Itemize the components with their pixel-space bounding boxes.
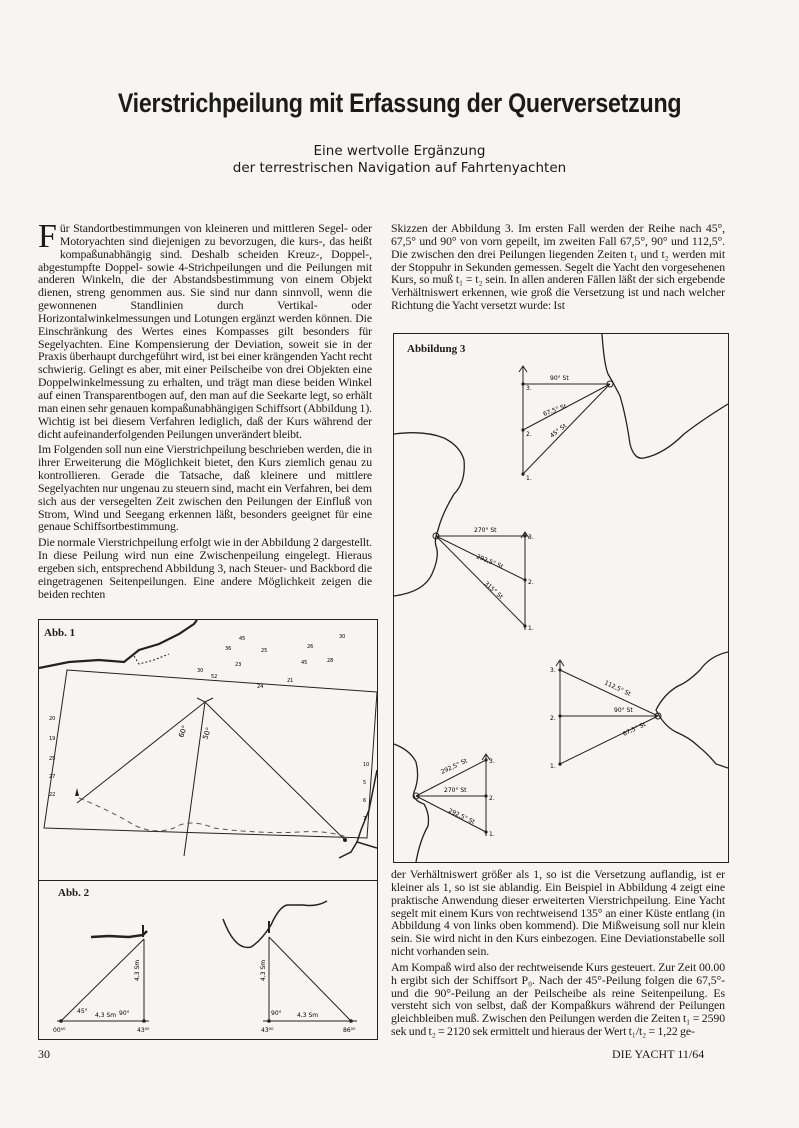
- abb-3-bearing: 90° St: [614, 707, 633, 714]
- abb-3-point-label: 3.: [528, 534, 534, 541]
- depth-sounding: 45: [301, 660, 308, 666]
- magazine-issue: DIE YACHT 11/64: [612, 1047, 705, 1061]
- abb-1-chart-drawing: [39, 620, 377, 882]
- depth-sounding: 45: [239, 636, 246, 642]
- abb-3-bearing: 315° St: [482, 580, 505, 601]
- abb-3-point-label: 2.: [528, 579, 534, 586]
- figure-abb-1: [38, 619, 378, 883]
- left-paragraph-2: Im Folgenden soll nun eine Vierstrichpeilung beschrieben werden, die in ihrer Erweiterung die Möglichkeit bietet, den Kurs ziemlich genau zu kontrollieren. Gerade die Tatsache, daß kleinere und mittlere Segelyachten nur ungenau zu steuern sind, macht ein Verfahren, bei dem sich aus der versegelten Zeit zwischen den Peilungen der Einfluß von Strom, Wind und Seegang erkennen läßt, besonders geeignet für eine genaue Schiffsortbestimmung.: [38, 442, 372, 534]
- abb-3-bearing: 270° St: [474, 527, 497, 534]
- right-paragraph-1: Skizzen der Abbildung 3. Im ersten Fall werden der Reihe nach 45°, 67,5° und 90° von vorn gepeilt, im zweiten Fall 67,5°, 90° und 112,5°. Die zwischen den drei Peilungen liegenden Zeiten t₁ und t₂ werden mit der Stoppuhr in Sekunden gemessen. Segelt die Yacht den vorgesehenen Kurs, so muß t₁ = t₂ sein. In allen anderen Fällen läßt der sich ergebende Verhältniswert erkennen, wie groß die Versetzung ist und nach welcher Richtung die Yacht versetzt wurde: Ist: [391, 221, 725, 313]
- abb-2-left-angle-2: 90°: [119, 1010, 130, 1017]
- depth-sounding: 10: [363, 762, 370, 768]
- abb-2-left-time-2: 43⁰⁰: [137, 1027, 150, 1034]
- depth-sounding: 21: [287, 678, 294, 684]
- article-subtitle-line-2: der terrestrischen Navigation auf Fahrtenyachten: [232, 160, 567, 176]
- figure-abb-2-label: Abb. 2: [58, 887, 90, 899]
- abb-3-diagram: [394, 334, 728, 862]
- depth-sounding: 26: [307, 644, 314, 650]
- depth-sounding: 6: [363, 798, 367, 804]
- left-column: [38, 218, 372, 603]
- abb-3-point-label: 1.: [526, 475, 532, 482]
- abb-3-point-label: 2.: [550, 715, 556, 722]
- abb-3-bearing: 67,5° St: [542, 402, 568, 418]
- depth-sounding: 20: [49, 716, 56, 722]
- dropcap: F: [38, 218, 57, 255]
- depth-sounding: 5: [363, 780, 367, 786]
- depth-sounding: 23: [235, 662, 242, 668]
- abb-3-bearing: 112,5° St: [603, 679, 632, 698]
- abb-2-right-time-2: 86⁰⁰: [343, 1027, 356, 1034]
- right-column-bottom: [391, 868, 725, 1041]
- abb-3-point-label: 3.: [550, 667, 556, 674]
- depth-sounding: 25: [49, 756, 56, 762]
- depth-sounding: 28: [327, 658, 334, 664]
- abb-3-bearing: 292,5° St: [475, 553, 505, 571]
- abb-3-bearing: 67,5° St: [621, 721, 647, 738]
- figure-abb-1-label: Abb. 1: [44, 627, 76, 639]
- abb-2-left-angle-1: 45°: [77, 1008, 88, 1015]
- left-paragraph-1: Für Standortbestimmungen von kleineren und mittleren Segel- oder Motoryachten sind diejenigen zu bevorzugen, die kurs-, das heißt kompaßunabhängig sind. Deshalb scheiden Kreuz-, Doppel-, abgestumpfte Doppel- sowie 4-Strichpeilungen und die Peilungen mit anderen Winkeln, die der Abstandsbestimmung von einem Objekt dienen, streng genommen aus. Sie sind nur dann sinnvoll, wenn die gewonnenen Standlinien durch Vertikal- oder Horizontalwinkelmessungen und Lotungen ergänzt werden können. Die Einschränkung des Wertes eines Kompasses gilt besonders für Segelyachten. Eine Kompensierung der Deviation, soweit sie in der Praxis überhaupt durchgeführt wird, ist bei einer krängenden Yacht recht schwierig. Gelingt es aber, mit einer Peilscheibe von drei Objekten eine Doppelwinkelmessung zu erhalten, und trägt man diese beiden Winkel auf einen Transparentbogen auf, den man auf die Seekarte legt, so erhält man einen sehr genauen kompaßunabhängigen Schiffsort (Abbildung 1). Wichtig ist bei diesem Verfahren lediglich, daß der Kurs während der dicht aufeinanderfolgenden Peilungen unverändert bleibt.: [38, 218, 372, 441]
- depth-sounding: 52: [211, 674, 218, 680]
- depth-sounding: 25: [261, 648, 268, 654]
- abb-3-point-label: 2.: [489, 795, 495, 802]
- left-paragraph-3: Die normale Vierstrichpeilung erfolgt wie in der Abbildung 2 dargestellt. In diese Peilung wird nun eine Zwischenpeilung eingelegt. Hieraus ergeben sich, entsprechend Abbildung 3, nach Steuer- und Backbord die eingetragenen Seitenpeilungen. Eine andere Möglichkeit zeigen die beiden rechten: [38, 535, 372, 601]
- abb-2-left-distance: 4,3 Sm: [95, 1012, 117, 1019]
- abb-3-bearing: 292,5° St: [447, 807, 476, 826]
- abb-2-left-distance-vertical: 4,3 Sm: [134, 959, 141, 981]
- abb-3-point-label: 1.: [528, 625, 534, 632]
- depth-sounding: 30: [339, 634, 346, 640]
- figure-abbildung-3: [393, 333, 729, 863]
- abb-2-left-time-1: 00⁰⁰: [53, 1027, 66, 1034]
- figure-abb-2: [38, 880, 378, 1040]
- abb-1-angle-2: 50°: [201, 726, 214, 741]
- abb-3-bearing: 292,5° St: [439, 757, 469, 776]
- abb-1-angle-1: 60°: [177, 724, 190, 739]
- figure-abbildung-3-label: Abbildung 3: [407, 343, 466, 355]
- right-paragraph-2: der Verhältniswert größer als 1, so ist die Versetzung auflandig, ist er kleiner als 1, so ist sie ablandig. Ein Beispiel in Abbildung 4 zeigt eine praktische Anwendung dieser erweiterten Vierstrichpeilung. Eine Yacht segelt mit einem Kurs von rechtweisend 135° an einer Küste entlang (in Abbildung 4 von links oben kommend). Die Mißweisung soll nur klein sein. Sie wird nicht in den Kurs einbezogen. Eine Deviationstabelle soll nicht vorhanden sein.: [391, 867, 725, 959]
- abb-3-point-label: 1.: [550, 763, 556, 770]
- depth-sounding: 19: [49, 736, 56, 742]
- depth-sounding: 24: [257, 684, 264, 690]
- abb-3-point-label: 1.: [489, 831, 495, 838]
- abb-3-bearing: 90° St: [550, 375, 569, 382]
- depth-sounding: 7: [363, 816, 367, 822]
- depth-sounding: 22: [49, 792, 56, 798]
- right-column-top: [391, 222, 725, 315]
- abb-3-bearing: 45° St: [548, 422, 568, 440]
- abb-2-right-angle-1: 90°: [271, 1010, 282, 1017]
- abb-3-point-label: 3.: [526, 385, 532, 392]
- abb-2-diagram: [39, 881, 377, 1039]
- abb-2-right-distance-vertical: 4,3 Sm: [260, 959, 267, 981]
- right-paragraph-3: Am Kompaß wird also der rechtweisende Kurs gesteuert. Zur Zeit 00.00 h ergibt sich der Schiffsort P₀. Nach der 45°-Peilung folgen die 67,5°- und die 90°-Peilung an der Peilscheibe als reine Seitenpeilung. Es versteht sich von selbst, daß der Kompaßkurs während der Peilungen gleichbleiben muß. Zwischen den Peilungen werden die Zeiten t₁ = 2590 sek und t₂ = 2120 sek ermittelt und hieraus der Wert t₁/t₂ = 1,22 ge-: [391, 959, 725, 1039]
- depth-sounding: 36: [225, 646, 232, 652]
- abb-3-bearing: 270° St: [444, 787, 467, 794]
- abb-2-right-time-1: 43⁰⁰: [261, 1027, 274, 1034]
- abb-2-right-distance: 4,3 Sm: [297, 1012, 319, 1019]
- depth-sounding: 27: [49, 774, 56, 780]
- depth-sounding: 30: [197, 668, 204, 674]
- article-subtitle-line-1: Eine wertvolle Ergänzung: [313, 143, 486, 159]
- abb-3-point-label: 3.: [489, 758, 495, 765]
- page-number: 30: [38, 1047, 50, 1061]
- article-title: Vierstrichpeilung mit Erfassung der Querversetzung: [117, 88, 682, 118]
- abb-3-point-label: 2.: [526, 431, 532, 438]
